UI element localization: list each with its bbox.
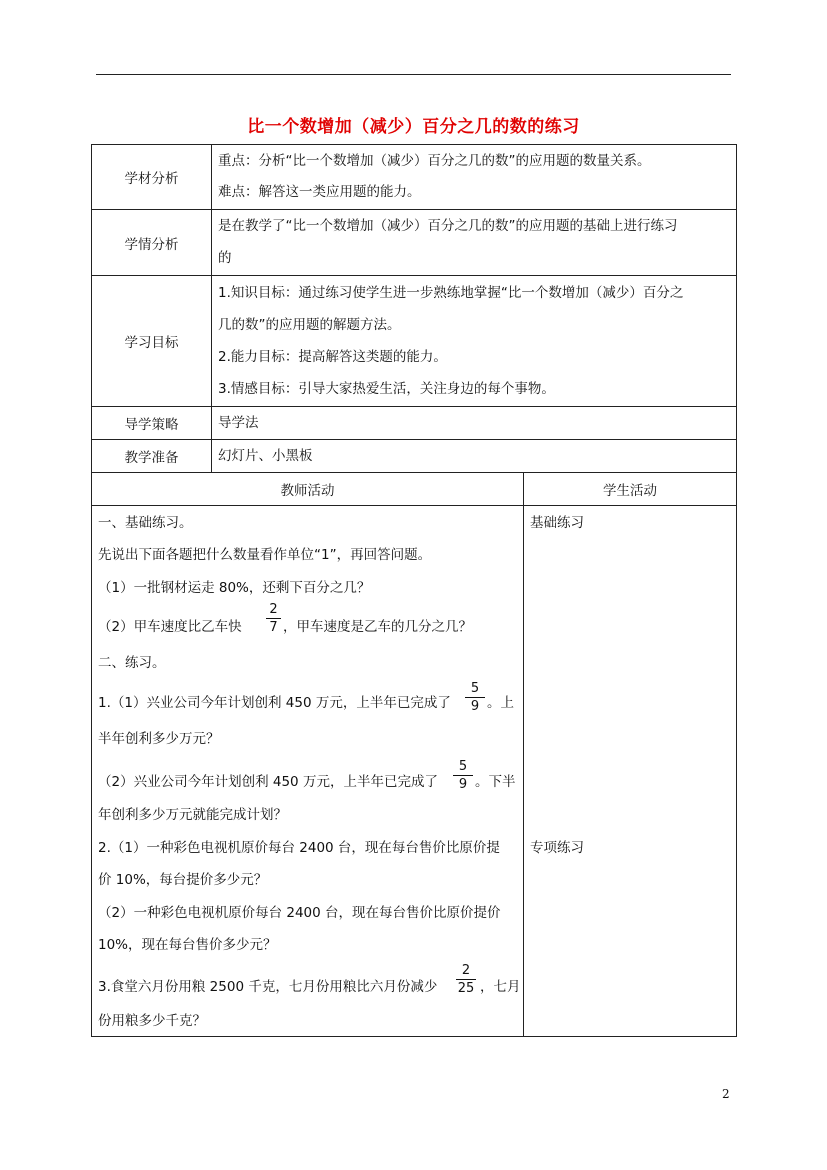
teacher-line-4a: （2）甲车速度比乙车快 bbox=[98, 619, 242, 635]
document-title: 比一个数增加（减少）百分之几的数的练习 bbox=[247, 117, 580, 137]
teacher-line-2: 先说出下面各题把什么数量看作单位“1”，再回答问题。 bbox=[98, 547, 432, 563]
strategy-label: 导学策略 bbox=[124, 417, 179, 433]
teacher-line-6b: 。上 bbox=[487, 695, 514, 711]
goals-line-1: 1.知识目标：通过练习使学生进一步熟练地掌握“比一个数增加（减少）百分之 bbox=[218, 285, 684, 301]
page-number: 2 bbox=[722, 1087, 730, 1101]
teacher-line-5: 二、练习。 bbox=[98, 655, 166, 671]
goals-label: 学习目标 bbox=[124, 335, 179, 351]
situation-content-cell bbox=[211, 209, 737, 276]
teacher-activity-cell bbox=[91, 505, 524, 1037]
teacher-line-6a: 1.（1）兴业公司今年计划创利 450 万元，上半年已完成了 bbox=[98, 695, 451, 711]
situation-line-2: 的 bbox=[218, 250, 232, 266]
situation-line-1: 是在教学了“比一个数增加（减少）百分之几的数”的应用题的基础上进行练习 bbox=[218, 218, 678, 234]
fraction-five-ninths-2 bbox=[453, 759, 473, 792]
material-content-cell bbox=[211, 144, 737, 210]
situation-label: 学情分析 bbox=[124, 236, 179, 253]
teacher-line-11: 价 10%，每台提价多少元？ bbox=[98, 872, 268, 888]
fraction-denominator: 9 bbox=[458, 777, 468, 792]
fraction-numerator: 2 bbox=[461, 963, 471, 978]
teacher-line-7: 半年创利多少万元？ bbox=[98, 731, 220, 747]
fraction-denominator: 7 bbox=[269, 620, 278, 635]
material-line-1: 重点：分析“比一个数增加（减少）百分之几的数”的应用题的数量关系。 bbox=[218, 153, 651, 169]
student-activity-header: 学生活动 bbox=[603, 483, 657, 499]
fraction-bar bbox=[453, 775, 473, 776]
fraction-numerator: 5 bbox=[470, 681, 480, 696]
teacher-line-8a: （2）兴业公司今年计划创利 450 万元，上半年已完成了 bbox=[98, 774, 438, 790]
goals-label-cell bbox=[91, 275, 212, 407]
fraction-numerator: 5 bbox=[458, 759, 468, 774]
preparation-label: 教学准备 bbox=[124, 450, 179, 466]
goals-content-cell bbox=[211, 275, 737, 407]
teacher-line-12: （2）一种彩色电视机原价每台 2400 台，现在每台售价比原价提价 bbox=[98, 905, 501, 921]
header-rule bbox=[96, 74, 731, 75]
strategy-value: 导学法 bbox=[218, 415, 259, 431]
fraction-bar bbox=[465, 697, 485, 698]
teacher-line-14a: 3.食堂六月份用粮 2500 千克，七月份用粮比六月份减少 bbox=[98, 979, 438, 995]
preparation-label-cell bbox=[91, 439, 212, 473]
teacher-line-9: 年创利多少万元就能完成计划？ bbox=[98, 807, 287, 823]
student-line-1: 基础练习 bbox=[530, 515, 584, 531]
goals-line-4: 3.情感目标：引导大家热爱生活，关注身边的每个事物。 bbox=[218, 381, 555, 397]
teacher-line-10: 2.（1）一种彩色电视机原价每台 2400 台，现在每台售价比原价提 bbox=[98, 840, 500, 856]
preparation-content-cell bbox=[211, 439, 737, 473]
teacher-line-3: （1）一批钢材运走 80%，还剩下百分之几？ bbox=[98, 580, 371, 596]
material-label: 学材分析 bbox=[124, 171, 179, 187]
goals-line-3: 2.能力目标：提高解答这类题的能力。 bbox=[218, 349, 447, 365]
teacher-line-14b: ，七月 bbox=[480, 979, 521, 995]
fraction-numerator: 2 bbox=[269, 602, 278, 617]
strategy-content-cell bbox=[211, 406, 737, 440]
teacher-activity-header-cell bbox=[91, 472, 524, 506]
material-label-cell bbox=[91, 144, 212, 210]
teacher-line-8b: 。下半 bbox=[475, 774, 516, 790]
material-line-2: 难点：解答这一类应用题的能力。 bbox=[218, 184, 421, 200]
student-line-2: 专项练习 bbox=[530, 840, 584, 856]
student-activity-cell bbox=[523, 505, 737, 1037]
situation-label-cell bbox=[91, 209, 212, 276]
fraction-two-twentyfifths bbox=[456, 963, 476, 996]
fraction-five-ninths-1 bbox=[465, 681, 485, 714]
student-activity-header-cell bbox=[523, 472, 737, 506]
preparation-value: 幻灯片、小黑板 bbox=[218, 448, 313, 464]
strategy-label-cell bbox=[91, 406, 212, 440]
teacher-line-15: 份用粮多少千克？ bbox=[98, 1013, 206, 1029]
fraction-bar bbox=[456, 979, 476, 980]
teacher-line-1: 一、基础练习。 bbox=[98, 515, 193, 531]
fraction-denominator: 25 bbox=[457, 981, 475, 996]
teacher-activity-header: 教师活动 bbox=[280, 483, 335, 499]
teacher-line-13: 10%，现在每台售价多少元？ bbox=[98, 937, 277, 953]
fraction-two-sevenths bbox=[266, 602, 281, 635]
fraction-bar bbox=[266, 618, 281, 619]
teacher-line-4b: ，甲车速度是乙车的几分之几？ bbox=[283, 619, 472, 635]
goals-line-2: 几的数”的应用题的解题方法。 bbox=[218, 317, 401, 333]
fraction-denominator: 9 bbox=[470, 699, 480, 714]
